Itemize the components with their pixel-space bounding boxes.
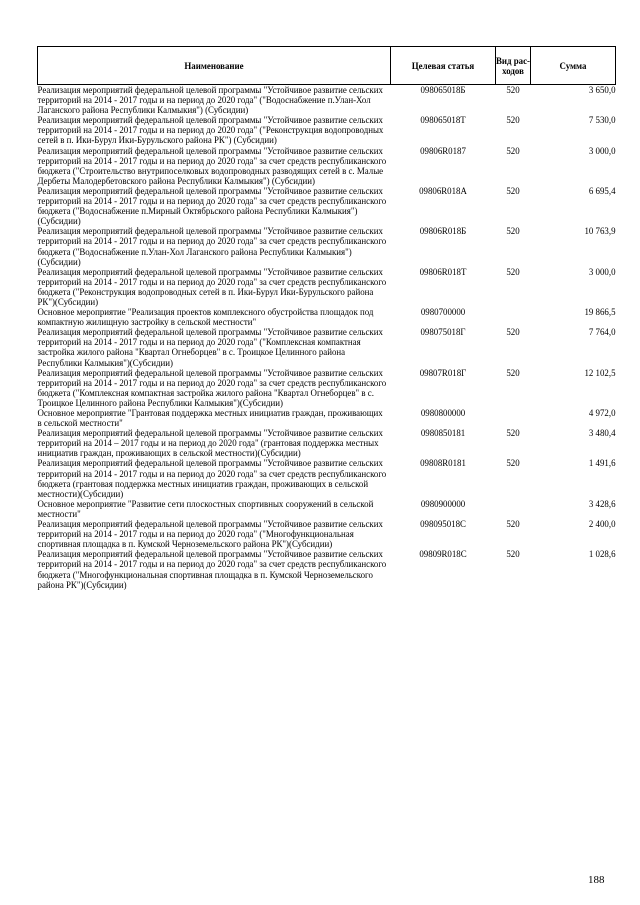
row-expense-type: 520	[506, 266, 520, 277]
row-expense-type: 520	[506, 145, 520, 156]
table-row	[38, 519, 616, 549]
row-target-article: 09806R018А	[419, 185, 467, 196]
table-row	[38, 549, 616, 589]
table-header-row	[38, 47, 616, 85]
table-row	[38, 408, 616, 428]
header-expense-type: Вид рас- ходов	[496, 47, 531, 85]
row-expense-type: 520	[506, 226, 520, 237]
row-expense-type: 520	[506, 549, 520, 560]
row-name: Реализация мероприятий федеральной целевой программы "Устойчивое развитие сельских территорий на 2014 - 2017 годы и на период до 2020 года" за счет средств республиканского бюджета (грантовая поддержка местных инициатив граждан, проживающих в сельской местности)(Субсидии)	[37, 458, 387, 499]
row-sum: 10 763,9	[584, 226, 616, 237]
row-sum: 4 972,0	[588, 408, 616, 418]
row-sum: 1 491,6	[588, 458, 616, 469]
page-number: 188	[588, 874, 605, 886]
table-row	[38, 428, 616, 458]
row-name: Реализация мероприятий федеральной целевой программы "Устойчивое развитие сельских территорий на 2014 - 2017 годы и на период до 2020 года" ("Многофункциональная спортивная площадка в п. Кумской Черноземельского района РК")(Субсидии)	[37, 519, 383, 550]
table-row	[38, 499, 616, 519]
row-sum: 3 650,0	[588, 85, 616, 95]
row-name: Реализация мероприятий федеральной целевой программы "Устойчивое развитие сельских территорий на 2014 - 2017 годы и на период до 2020 года" ("Реконструкция водопроводных сетей в п. Ики-Бурул Ики-Бурульского района РК") (Субсидии)	[37, 115, 384, 146]
row-name: Реализация мероприятий федеральной целевой программы "Устойчивое развитие сельских территорий на 2014 – 2017 годы и на период до 2020 года" (грантовая поддержка местных инициатив граждан, проживающих в сельской местности)(Субсидии)	[37, 428, 383, 459]
row-name: Реализация мероприятий федеральной целевой программы "Устойчивое развитие сельских территорий на 2014 - 2017 годы и на период до 2020 года" за счет средств республиканского бюджета ("Реконструкция водопроводных сетей в п. Ики-Бурул Ики-Бурульского района РК")(Субсидии)	[37, 266, 387, 307]
table-row	[38, 327, 616, 367]
row-expense-type: 520	[506, 519, 520, 530]
row-name: Реализация мероприятий федеральной целевой программы "Устойчивое развитие сельских территорий на 2014 - 2017 годы и на период до 2020 года" за счет средств республиканского бюджета ("Водоснабжение п.Мирный Октябрьского района Республики Калмыкия")(Субсидии)	[37, 185, 387, 227]
row-expense-type	[496, 408, 531, 428]
header-target-article: Целевая статья	[391, 47, 496, 85]
budget-table	[37, 46, 616, 590]
row-target-article: 098065018Т	[420, 115, 466, 126]
row-target-article: 09806R018Т	[419, 266, 467, 277]
row-expense-type: 520	[506, 115, 520, 126]
table-row	[38, 368, 616, 408]
row-target-article: 09806R0187	[420, 145, 466, 156]
row-sum: 1 028,6	[588, 549, 616, 560]
row-target-article: 0980700000	[420, 307, 466, 318]
table-body	[38, 85, 616, 590]
row-name: Реализация мероприятий федеральной целевой программы "Устойчивое развитие сельских территорий на 2014 - 2017 годы и на период до 2020 года" ("Водоснабжение п.Улан-Хол Лаганского района Республики Калмыкия") (Субсидии)	[37, 85, 383, 116]
row-sum: 6 695,4	[588, 185, 616, 196]
table-row	[38, 307, 616, 327]
row-sum: 7 764,0	[588, 327, 616, 338]
row-name: Реализация мероприятий федеральной целевой программы "Устойчивое развитие сельских территорий на 2014 - 2017 годы и на период до 2020 года" за счет средств республиканского бюджета ("Многофункциональная спортивная площадка в п. Кумской Черноземельского района РК")(Субсидии)	[37, 549, 387, 590]
row-target-article: 0980900000	[420, 498, 466, 509]
row-name: Реализация мероприятий федеральной целевой программы "Устойчивое развитие сельских территорий на 2014 - 2017 годы и на период до 2020 года" за счет средств республиканского бюджета ("Водоснабжение п.Улан-Хол Лаганского района Республики Калмыкия")(Субсидии)	[37, 226, 387, 267]
row-expense-type: 520	[506, 458, 520, 469]
row-expense-type: 520	[506, 428, 520, 439]
row-name: Основное мероприятие "Реализация проектов комплексного обустройства площадок под компактную жилищную застройку в сельской местности"	[37, 307, 374, 328]
row-expense-type: 520	[506, 185, 520, 196]
table-row	[38, 186, 616, 226]
table-row	[38, 146, 616, 186]
row-name: Реализация мероприятий федеральной целевой программы "Устойчивое развитие сельских территорий на 2014 - 2017 годы и на период до 2020 года" за счет средств республиканского бюджета ("Комплексная компактная застройка жилого района "Квартал Огнеборцев" в с. Троицкое Целинного района Республики Калмыкия")(Субсидии)	[37, 367, 387, 408]
row-target-article: 098095018С	[420, 519, 466, 530]
row-expense-type: 520	[506, 367, 520, 378]
row-sum: 3 480,4	[588, 428, 616, 439]
row-target-article: 0980800000	[420, 408, 466, 418]
table-row	[38, 458, 616, 498]
row-name: Основное мероприятие "Развитие сети плоскостных спортивных сооружений в сельской местности"	[37, 498, 374, 519]
row-sum: 12 102,5	[584, 367, 616, 378]
table-row	[38, 226, 616, 266]
row-name: Основное мероприятие "Грантовая поддержка местных инициатив граждан, проживающих в сельской местности"	[37, 408, 383, 429]
row-sum: 3 000,0	[588, 266, 616, 277]
row-name: Реализация мероприятий федеральной целевой программы "Устойчивое развитие сельских территорий на 2014 - 2017 годы и на период до 2020 года" за счет средств республиканского бюджета ("Строительство внутрипоселковых водопроводных разводящих сетей в с. Малые Дербеты Малодербетовского района Республики Калмыкия") (Субсидии)	[37, 145, 387, 186]
row-sum: 3 000,0	[588, 145, 616, 156]
row-expense-type: 520	[506, 85, 520, 95]
row-target-article: 09807R018Г	[419, 367, 467, 378]
table-row	[38, 267, 616, 307]
row-target-article: 09808R0181	[420, 458, 466, 469]
row-expense-type	[496, 499, 531, 519]
header-sum: Сумма	[531, 47, 616, 85]
row-target-article: 098065018Б	[420, 85, 466, 95]
row-target-article: 09806R018Б	[419, 226, 467, 237]
row-sum: 7 530,0	[588, 115, 616, 126]
row-target-article: 0980850181	[420, 428, 466, 439]
row-name: Реализация мероприятий федеральной целевой программы "Устойчивое развитие сельских территорий на 2014 - 2017 годы и на период до 2020 года" ("Комплексная компактная застройка жилого района "Квартал Огнеборцев" в с. Троицкое Целинного района Республики Калмыкия")(Субсидии)	[37, 327, 383, 368]
table-row	[38, 85, 616, 116]
row-sum: 2 400,0	[588, 519, 616, 530]
row-target-article: 098075018Г	[420, 327, 466, 338]
table-row	[38, 115, 616, 145]
row-sum: 3 428,6	[588, 498, 616, 509]
row-expense-type	[496, 307, 531, 327]
row-sum: 19 866,5	[584, 307, 616, 318]
header-name: Наименование	[38, 47, 391, 85]
row-target-article: 09809R018С	[419, 549, 467, 560]
row-expense-type: 520	[506, 327, 520, 338]
